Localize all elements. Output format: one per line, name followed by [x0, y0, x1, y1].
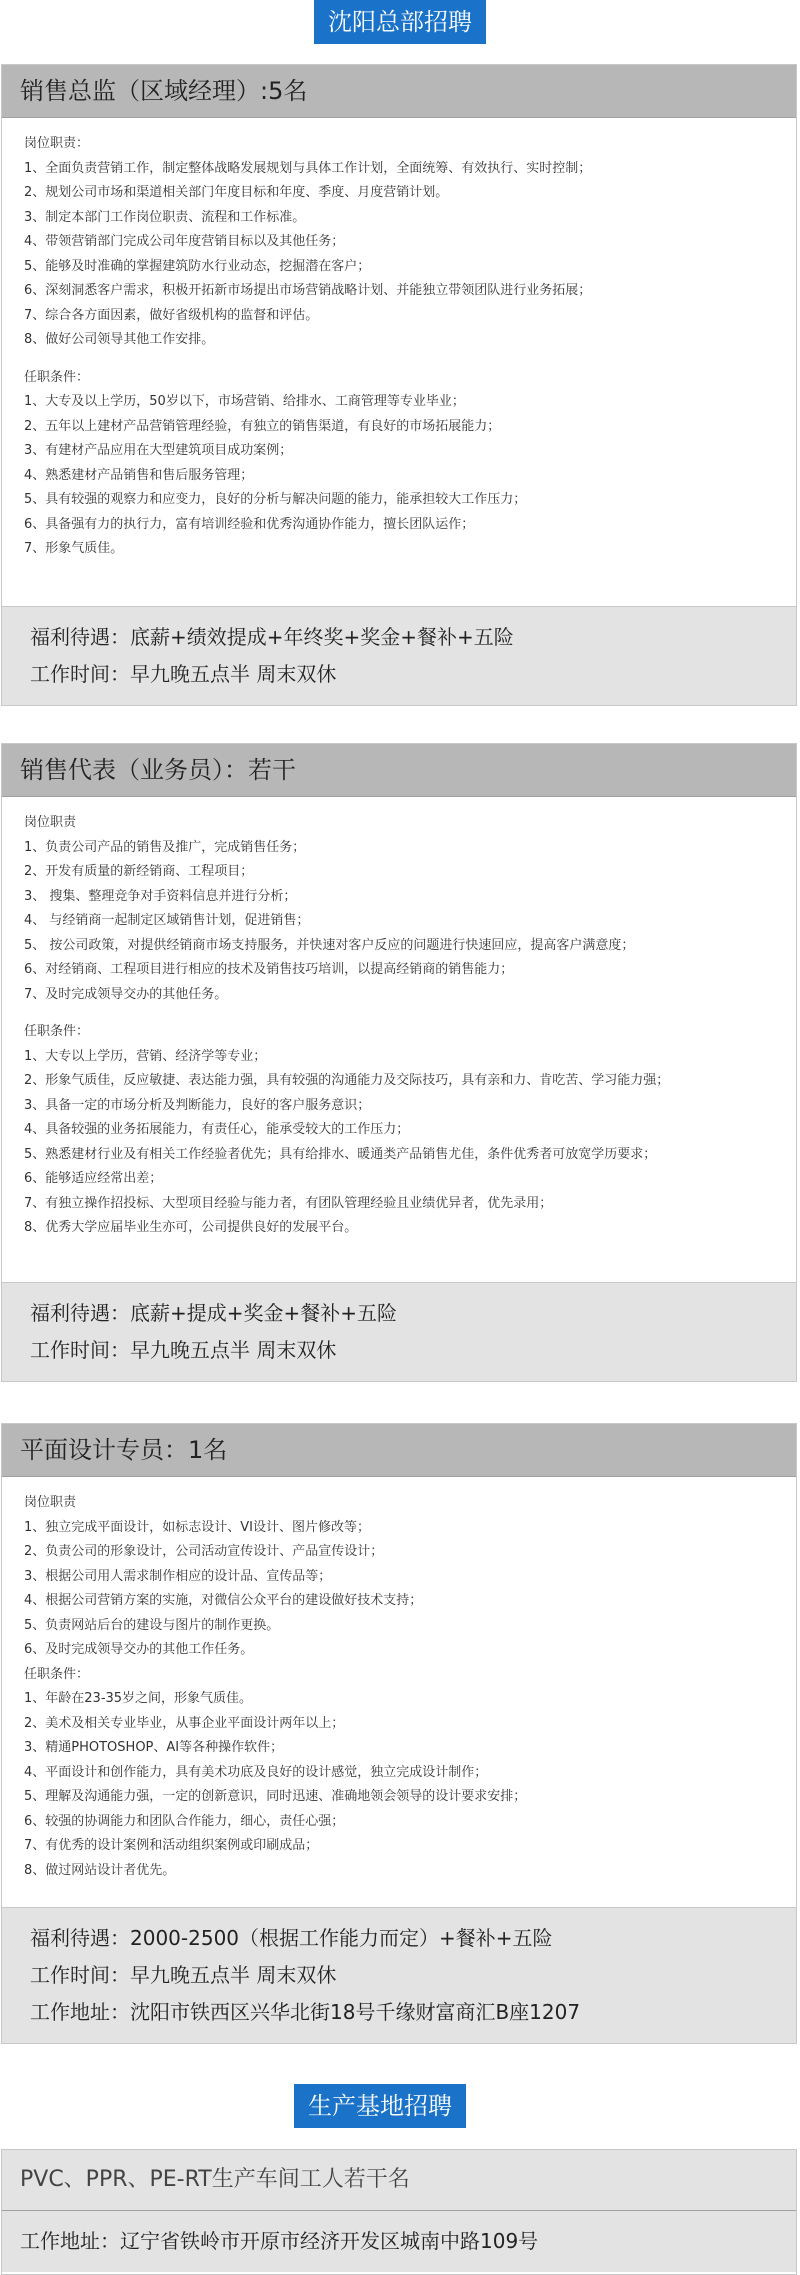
job-card-sales-director: [1, 64, 797, 706]
requirement-item: 4、熟悉建材产品销售和售后服务管理；: [24, 467, 254, 483]
requirement-item: 6、能够适应经常出差；: [24, 1171, 163, 1186]
duties-heading: 岗位职责: [24, 815, 77, 830]
job-title: 销售代表（业务员）：若干: [2, 744, 796, 797]
requirement-item: 2、形象气质佳，反应敏捷、表达能力强，具有较强的沟通能力及交际技巧，具有亲和力、肯吃苦、学习能力强；: [24, 1073, 670, 1088]
duty-item: 5、负责网站后台的建设与图片的制作更换。: [24, 1617, 280, 1633]
duty-item: 4、带领营销部门完成公司年度营销目标以及其他任务；: [24, 234, 345, 249]
requirement-item: 1、大专及以上学历，50岁以下，市场营销、给排水、工商管理等专业毕业；: [24, 394, 465, 409]
hours-line: 工作时间：早九晚五点半 周末双休: [30, 1963, 337, 1987]
requirement-item: 1、大专以上学历，营销、经济学等专业；: [24, 1048, 267, 1064]
duty-item: 7、综合各方面因素，做好省级机构的监督和评估。: [24, 307, 319, 323]
requirement-item: 3、具备一定的市场分析及判断能力，良好的客户服务意识；: [24, 1097, 371, 1113]
job-card-graphic-designer: [1, 1423, 797, 2044]
job-title: PVC、PPR、PE-RT生产车间工人若干名: [2, 2150, 796, 2211]
section-banner-production-base: 生产基地招聘: [294, 2084, 466, 2128]
requirement-item: 5、具有较强的观察力和应变力，良好的分析与解决问题的能力，能承担较大工作压力；: [24, 492, 527, 507]
duty-item: 3、根据公司用人需求制作相应的设计品、宣传品等；: [24, 1568, 332, 1584]
requirement-item: 2、五年以上建材产品营销管理经验，有独立的销售渠道，有良好的市场拓展能力；: [24, 418, 501, 434]
requirement-item: 5、熟悉建材行业及有相关工作经验者优先；具有给排水、暖通类产品销售尤佳，条件优秀者可放宽学历要求；: [24, 1146, 657, 1162]
requirement-item: 8、优秀大学应届毕业生亦可，公司提供良好的发展平台。: [24, 1220, 358, 1235]
duties-heading: 岗位职责: [24, 1495, 77, 1510]
job-benefits: [2, 1907, 796, 2043]
address-line: 工作地址：辽宁省铁岭市开原市经济开发区城南中路109号: [20, 2229, 539, 2253]
address-line: 工作地址：沈阳市铁西区兴华北街18号千缘财富商汇B座1207: [30, 2000, 581, 2024]
duty-item: 6、及时完成领导交办的其他工作任务。: [24, 1642, 254, 1657]
job-benefits: [2, 606, 796, 705]
duty-item: 6、深刻洞悉客户需求，积极开拓新市场提出市场营销战略计划、并能独立带领团队进行业务拓展；: [24, 283, 592, 298]
job-description: [2, 118, 796, 572]
duty-item: 6、对经销商、工程项目进行相应的技术及销售技巧培训，以提高经销商的销售能力；: [24, 962, 514, 977]
job-card-production-worker: [1, 2149, 797, 2275]
requirement-item: 4、平面设计和创作能力，具有美术功底及良好的设计感觉，独立完成设计制作；: [24, 1764, 488, 1780]
requirement-item: 5、理解及沟通能力强，一定的创新意识，同时迅速、准确地领会领导的设计要求安排；: [24, 1789, 527, 1804]
duty-item: 3、 搜集、整理竞争对手资料信息并进行分析；: [24, 888, 297, 904]
requirement-item: 6、较强的协调能力和团队合作能力，细心，责任心强；: [24, 1813, 345, 1829]
job-card-sales-rep: [1, 743, 797, 1382]
duty-item: 3、制定本部门工作岗位职责、流程和工作标准。: [24, 209, 306, 225]
duty-item: 5、 按公司政策，对提供经销商市场支持服务，并快速对客户反应的问题进行快速回应，提高客户满意度；: [24, 937, 635, 953]
requirements-heading: 任职条件：: [24, 369, 90, 385]
requirement-item: 7、形象气质佳。: [24, 541, 124, 556]
job-address: [2, 2211, 796, 2272]
requirement-item: 7、有优秀的设计案例和活动组织案例或印刷成品；: [24, 1838, 319, 1853]
hours-line: 工作时间：早九晚五点半 周末双休: [30, 662, 337, 686]
duty-item: 7、及时完成领导交办的其他任务。: [24, 986, 228, 1002]
requirement-item: 7、有独立操作招投标、大型项目经验与能力者，有团队管理经验且业绩优异者，优先录用；: [24, 1195, 553, 1211]
hours-line: 工作时间：早九晚五点半 周末双休: [30, 1338, 337, 1362]
benefits-line: 福利待遇：2000-2500（根据工作能力而定）+餐补+五险: [30, 1926, 553, 1950]
job-description: [2, 1477, 796, 1893]
duty-item: 2、负责公司的形象设计，公司活动宣传设计、产品宣传设计；: [24, 1544, 384, 1559]
requirement-item: 1、年龄在23-35岁之间，形象气质佳。: [24, 1691, 253, 1706]
job-title: 平面设计专员：1名: [2, 1424, 796, 1477]
requirement-item: 2、美术及相关专业毕业，从事企业平面设计两年以上；: [24, 1715, 345, 1731]
job-benefits: [2, 1282, 796, 1381]
requirement-item: 6、具备强有力的执行力，富有培训经验和优秀沟通协作能力，擅长团队运作；: [24, 516, 475, 532]
duty-item: 2、规划公司市场和渠道相关部门年度目标和年度、季度、月度营销计划。: [24, 185, 449, 200]
duty-item: 1、独立完成平面设计，如标志设计、VI设计、图片修改等；: [24, 1519, 370, 1535]
duty-item: 1、全面负责营销工作，制定整体战略发展规划与具体工作计划，全面统筹、有效执行、实时控制；: [24, 160, 592, 176]
duty-item: 2、开发有质量的新经销商、工程项目；: [24, 864, 254, 879]
job-description: [2, 797, 796, 1251]
requirements-heading: 任职条件：: [24, 1666, 90, 1682]
requirement-item: 3、有建材产品应用在大型建筑项目成功案例；: [24, 443, 293, 458]
requirements-heading: 任职条件：: [24, 1024, 90, 1039]
duty-item: 4、根据公司营销方案的实施，对微信公众平台的建设做好技术支持；: [24, 1593, 423, 1608]
duties-heading: 岗位职责：: [24, 136, 90, 151]
requirement-item: 3、精通PHOTOSHOP、AI等各种操作软件；: [24, 1740, 284, 1755]
duty-item: 4、 与经销商一起制定区域销售计划，促进销售；: [24, 913, 310, 928]
benefits-line: 福利待遇：底薪+提成+奖金+餐补+五险: [30, 1301, 398, 1325]
requirement-item: 4、具备较强的业务拓展能力，有责任心，能承受较大的工作压力；: [24, 1122, 410, 1137]
benefits-line: 福利待遇：底薪+绩效提成+年终奖+奖金+餐补+五险: [30, 625, 514, 649]
requirement-item: 8、做过网站设计者优先。: [24, 1862, 176, 1878]
duty-item: 8、做好公司领导其他工作安排。: [24, 332, 215, 347]
duty-item: 1、负责公司产品的销售及推广，完成销售任务；: [24, 839, 306, 855]
section-banner-hq: 沈阳总部招聘: [314, 0, 486, 44]
duty-item: 5、能够及时准确的掌握建筑防水行业动态，挖掘潜在客户；: [24, 258, 371, 274]
job-title: 销售总监（区域经理）:5名: [2, 65, 796, 118]
